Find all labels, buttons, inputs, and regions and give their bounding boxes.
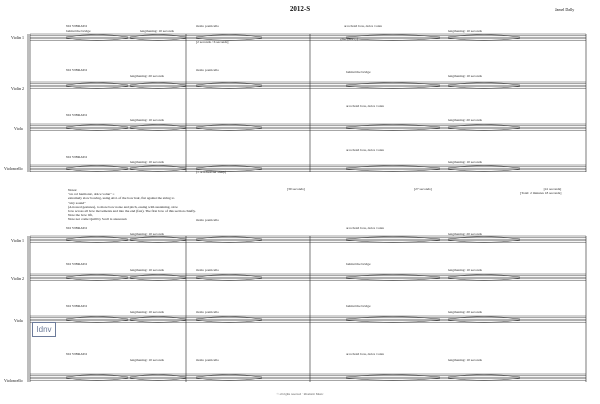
phrase-tie	[346, 86, 440, 89]
playing-mark: lengthening: 10 seconds	[448, 358, 482, 362]
phrase-tie	[196, 378, 262, 381]
phrase-tie	[130, 240, 186, 243]
instrument-label: Violoncello	[4, 166, 23, 171]
phrase-tie	[346, 278, 440, 281]
instrument-label: Violin 2	[11, 86, 24, 91]
phrase-tie	[448, 128, 520, 131]
phrase-tie	[196, 169, 262, 172]
playing-mark: lengthening: 10 seconds	[130, 232, 164, 236]
phrase-tie	[196, 86, 262, 89]
playing-mark: NO VIBRATO	[66, 68, 87, 72]
playing-mark: NO VIBRATO	[66, 226, 87, 230]
phrase-tie	[196, 320, 262, 323]
playing-mark: molto ponticello	[196, 268, 220, 272]
phrase-tie	[66, 240, 128, 243]
phrase-tie	[448, 320, 520, 323]
phrase-tie	[346, 169, 440, 172]
phrase-tie	[346, 128, 440, 131]
playing-mark: NO VIBRATO	[66, 352, 87, 356]
playing-mark: lengthening: 10 seconds	[130, 160, 164, 164]
playing-mark: lengthening: 10 seconds	[448, 74, 482, 78]
phrase-tie	[196, 38, 262, 41]
playing-mark: [2 seconds / 6 seconds]	[196, 40, 229, 44]
instrument-label: Violin 2	[11, 276, 24, 281]
phrase-tie	[66, 378, 128, 381]
playing-mark: lengthening: 10 seconds	[140, 29, 174, 33]
phrase-tie	[66, 320, 128, 323]
playing-mark: lengthening: 20 seconds	[448, 232, 482, 236]
phrase-tie	[66, 278, 128, 281]
phrase-tie	[196, 278, 262, 281]
phrase-tie	[130, 86, 186, 89]
phrase-tie	[196, 240, 262, 243]
phrase-tie	[130, 38, 186, 41]
playing-mark: arco/hold bow, dolce volan	[344, 24, 382, 28]
instrument-label: Violin 1	[11, 35, 24, 40]
playing-mark: arco/hold bow, dolce volan	[346, 148, 384, 152]
instrument-label: Viola	[14, 126, 23, 131]
phrase-tie	[448, 278, 520, 281]
score-title: 2012-S	[289, 5, 311, 13]
phrase-tie	[66, 38, 128, 41]
playing-mark: behind the bridge	[346, 304, 371, 308]
phrase-tie	[66, 169, 128, 172]
phrase-tie	[130, 378, 186, 381]
phrase-tie	[346, 240, 440, 243]
playing-mark: lengthening: 20 seconds	[448, 310, 482, 314]
phrase-tie	[448, 169, 520, 172]
playing-mark: molto ponticello	[196, 310, 220, 314]
playing-mark: NO VIBRATO	[66, 155, 87, 159]
duration-mark: [30 seconds]	[287, 187, 305, 191]
playing-mark: NO VIBRATO	[66, 24, 87, 28]
playing-mark: lengthening: 10 seconds	[448, 29, 482, 33]
playing-mark: behind the bridge	[346, 262, 371, 266]
playing-mark: lengthening: 20 seconds	[130, 74, 164, 78]
playing-mark: molto ponticello	[196, 218, 220, 222]
playing-mark: molto ponticello	[196, 68, 220, 72]
instrument-label: Violin 1	[11, 238, 24, 243]
playing-mark: lengthening: 10 seconds	[448, 268, 482, 272]
playing-mark: lengthening: 10 seconds	[130, 118, 164, 122]
phrase-tie	[196, 128, 262, 131]
playing-mark: arco/hold bow, dolce volan	[346, 226, 384, 230]
phrase-tie	[346, 38, 440, 41]
phrase-tie	[66, 128, 128, 131]
playing-mark: (1 ord./heavier sharp)	[196, 170, 227, 174]
phrase-tie	[346, 320, 440, 323]
playing-mark: molto ponticello	[196, 358, 220, 362]
playing-mark: lengthening: 10 seconds	[130, 358, 164, 362]
instrument-label: Violoncello	[4, 378, 23, 383]
playing-mark: lengthening: 10 seconds	[130, 268, 164, 272]
playing-mark: arco/hold bow, dolce volan	[346, 104, 384, 108]
phrase-tie	[130, 278, 186, 281]
playing-mark: NO VIBRATO	[66, 113, 87, 117]
playing-mark: arco/hold bow, dolce volan	[346, 352, 384, 356]
phrase-tie	[448, 38, 520, 41]
playing-mark: behind the bridge	[66, 29, 91, 33]
playing-mark: NO VIBRATO	[66, 304, 87, 308]
page-footer: © all rights reserved · Idiomatic Music	[276, 392, 324, 396]
playing-mark: behind the bridge	[346, 70, 371, 74]
phrase-tie	[130, 128, 186, 131]
playing-mark: lengthening: 20 seconds	[448, 118, 482, 122]
watermark-logo: Idnv	[32, 322, 56, 337]
duration-mark: [41 seconds] [Total: 2 minutes 18 seconds]	[520, 187, 562, 195]
composer-name: Jamel Dally	[555, 7, 575, 12]
playing-mark: gliss (heavy)	[340, 37, 358, 41]
phrase-tie	[130, 320, 186, 323]
phrase-tie	[448, 86, 520, 89]
phrase-tie	[130, 169, 186, 172]
performance-notes: Notes: "on col harmonic, dolce volan" = extremely slow bowing, using ALL of the bow hair, flat against the string to "airy sound" (Arrowed gestures), to more bow noise and pitch, easing with sustaining, slow bow across all bow movements and into the end (fast). The first bow of this section chiefly. Note the bow lift, Note not come Quill by Scoll is answered.	[68, 188, 196, 222]
playing-mark: lengthening: 10 seconds	[448, 160, 482, 164]
playing-mark: molto ponticello	[196, 24, 220, 28]
playing-mark: lengthening: 10 seconds	[130, 310, 164, 314]
phrase-tie	[448, 240, 520, 243]
phrase-tie	[346, 378, 440, 381]
phrase-tie	[448, 378, 520, 381]
playing-mark: NO VIBRATO	[66, 262, 87, 266]
phrase-tie	[66, 86, 128, 89]
duration-mark: [27 seconds]	[414, 187, 432, 191]
instrument-label: Viola	[14, 318, 23, 323]
